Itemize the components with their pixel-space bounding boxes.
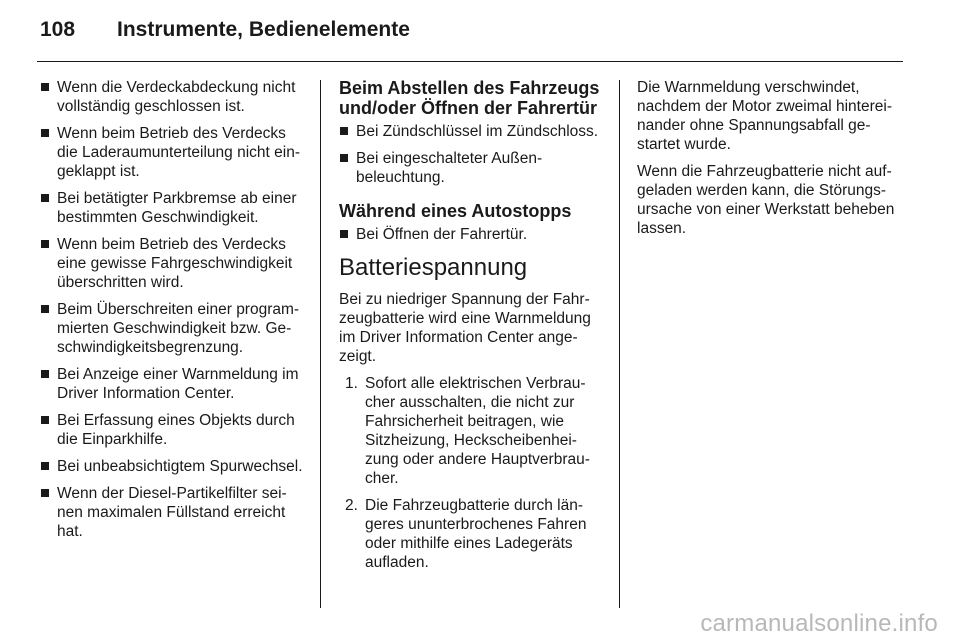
step-number: 1. [345,375,358,392]
list-item: Bei unbeabsichtigtem Spurwechsel. [40,457,305,476]
bullet-list-autostop [339,225,604,244]
column-3 [637,78,905,246]
watermark: carmanualsonline.info [700,610,938,637]
page-title: Instrumente, Bedienelemente [117,18,410,41]
paragraph-workshop: Wenn die Fahrzeugbatterie nicht aufgeladen werden kann, die Störungsursache von einer Werkstatt beheben lassen. [637,163,895,237]
steps-list [339,374,604,572]
list-item: Bei Erfassung eines Objekts durch die Einparkhilfe. [40,411,305,449]
list-item: Bei Anzeige einer Warnmeldung im Driver Information Center. [40,365,305,403]
column-divider-1 [320,80,321,608]
list-item: Wenn der Diesel-Partikelfilter seinen maximalen Füllstand erreicht hat. [40,484,305,541]
list-item: Bei betätigter Parkbremse ab einer bestimmten Geschwindigkeit. [40,189,305,227]
header-rule [37,61,903,62]
bullet-list-1 [40,78,305,541]
step-number: 2. [345,497,358,514]
subheading-autostop: Während eines Autostopps [339,201,572,221]
list-item: Wenn die Verdeckabdeckung nicht vollständig geschlossen ist. [40,78,305,116]
battery-intro: Bei zu niedriger Spannung der Fahrzeugbatterie wird eine Warnmeldung im Driver Information Center angezeigt. [339,291,591,365]
column-2 [339,78,604,580]
list-item: Bei Öffnen der Fahrertür. [339,225,604,244]
page-number: 108 [40,18,76,41]
bullet-list-parking [339,122,604,187]
paragraph-warning-clears: Die Warnmeldung verschwindet, nachdem der Motor zweimal hintereinander ohne Spannungsabfall gestartet wurde. [637,79,893,153]
list-item: Bei eingeschalteter Außenbeleuchtung. [339,149,604,187]
section-title-battery: Batteriespannung [339,254,528,281]
list-item: Bei Zündschlüssel im Zündschloss. [339,122,604,141]
step-item [345,374,604,488]
step-item [345,496,604,572]
subheading-parking: Beim Abstellen des Fahrzeugs und/oder Öffnen der Fahrertür [339,78,600,118]
list-item: Wenn beim Betrieb des Verdecks die Laderaumunterteilung nicht eingeklappt ist. [40,124,305,181]
list-item: Wenn beim Betrieb des Verdecks eine gewisse Fahrgeschwindigkeit überschritten wird. [40,235,305,292]
step-text: Die Fahrzeugbatterie durch längeres ununterbrochenes Fahren oder mithilfe eines Ladegeräts aufladen. [365,497,587,571]
column-1 [40,78,305,549]
list-item: Beim Überschreiten einer programmierten Geschwindigkeit bzw. Geschwindigkeitsbegrenzung. [40,300,305,357]
step-text: Sofort alle elektrischen Verbraucher ausschalten, die nicht zur Fahrsicherheit beitragen, wie Sitzheizung, Heckscheibenheizung oder andere Hauptverbraucher. [365,375,590,487]
column-divider-2 [619,80,620,608]
